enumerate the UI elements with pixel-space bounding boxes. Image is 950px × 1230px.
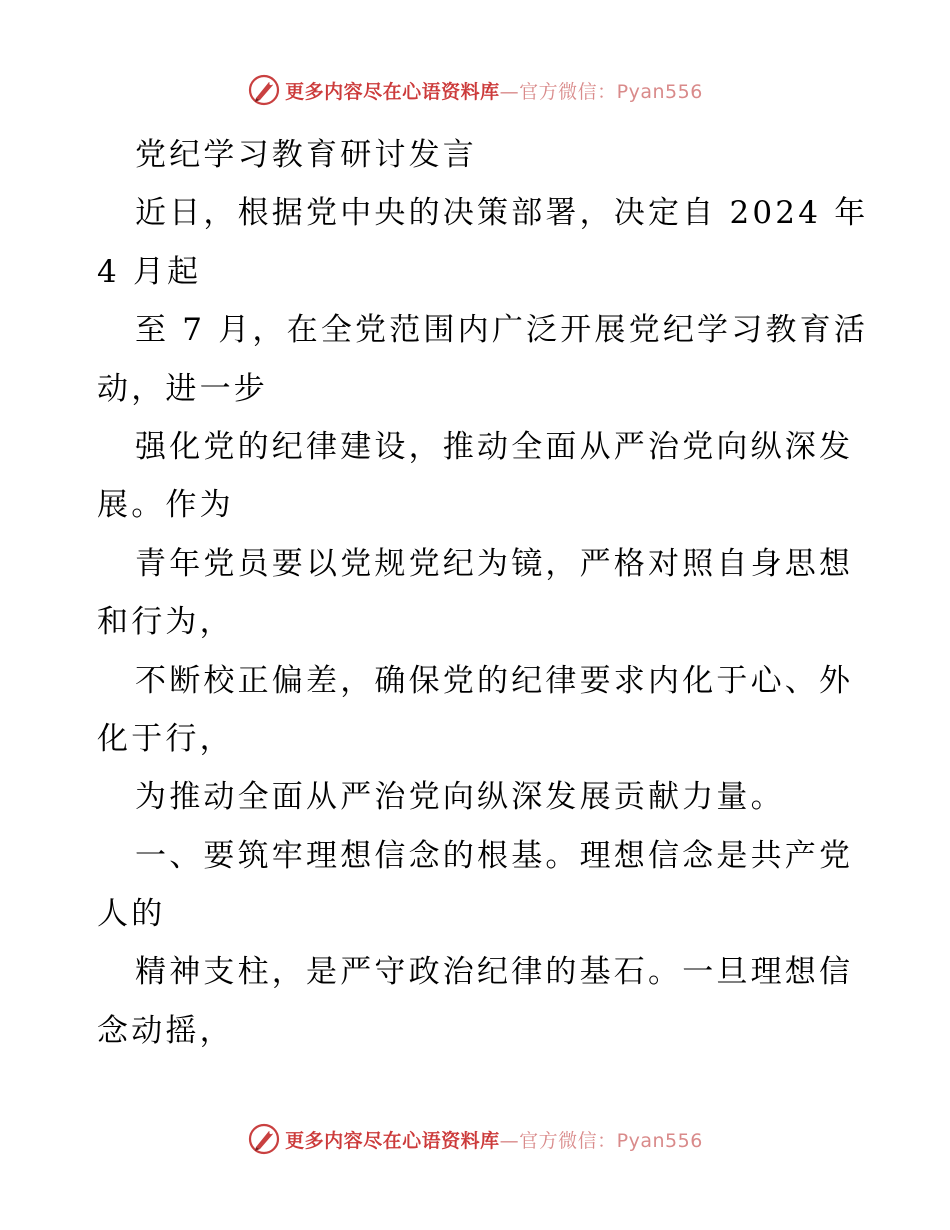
header-watermark-banner [0, 70, 950, 110]
text-line: 至 7 月，在全党范围内广泛开展党纪学习教育活 [135, 312, 869, 349]
watermark-contact: —官方微信：Pyan556 [499, 80, 703, 103]
text-line: 人的 [97, 896, 166, 933]
watermark-contact: —官方微信：Pyan556 [499, 1129, 703, 1152]
text-line: 近日，根据党中央的决策部署，决定自 2024 年 [135, 195, 869, 232]
text-line: 为推动全面从严治党向纵深发展贡献力量。 [135, 779, 785, 816]
document-body [97, 126, 869, 1060]
text-line: 动，进一步 [97, 370, 268, 407]
footer-watermark-banner [0, 1119, 950, 1159]
text-line: 念动摇， [97, 1012, 234, 1049]
watermark-text [285, 77, 703, 104]
pen-logo-icon [247, 73, 281, 107]
text-line: 党纪学习教育研讨发言 [135, 137, 477, 173]
text-line: 一、要筑牢理想信念的根基。理想信念是共产党 [135, 837, 854, 874]
text-line: 和行为， [97, 604, 234, 641]
watermark-highlight: 更多内容尽在心语资料库 [285, 80, 500, 103]
pen-logo-icon [247, 1122, 281, 1156]
text-line: 青年党员要以党规党纪为镜，严格对照自身思想 [135, 545, 854, 582]
text-line: 不断校正偏差，确保党的纪律要求内化于心、外 [135, 662, 854, 699]
text-line: 展。作为 [97, 487, 234, 524]
watermark-highlight: 更多内容尽在心语资料库 [285, 1129, 500, 1152]
text-line: 4 月起 [97, 253, 202, 290]
text-line: 精神支柱，是严守政治纪律的基石。一旦理想信 [135, 954, 854, 991]
text-line: 化于行， [97, 720, 234, 757]
text-line: 强化党的纪律建设，推动全面从严治党向纵深发 [135, 428, 854, 465]
watermark-text [285, 1126, 703, 1153]
